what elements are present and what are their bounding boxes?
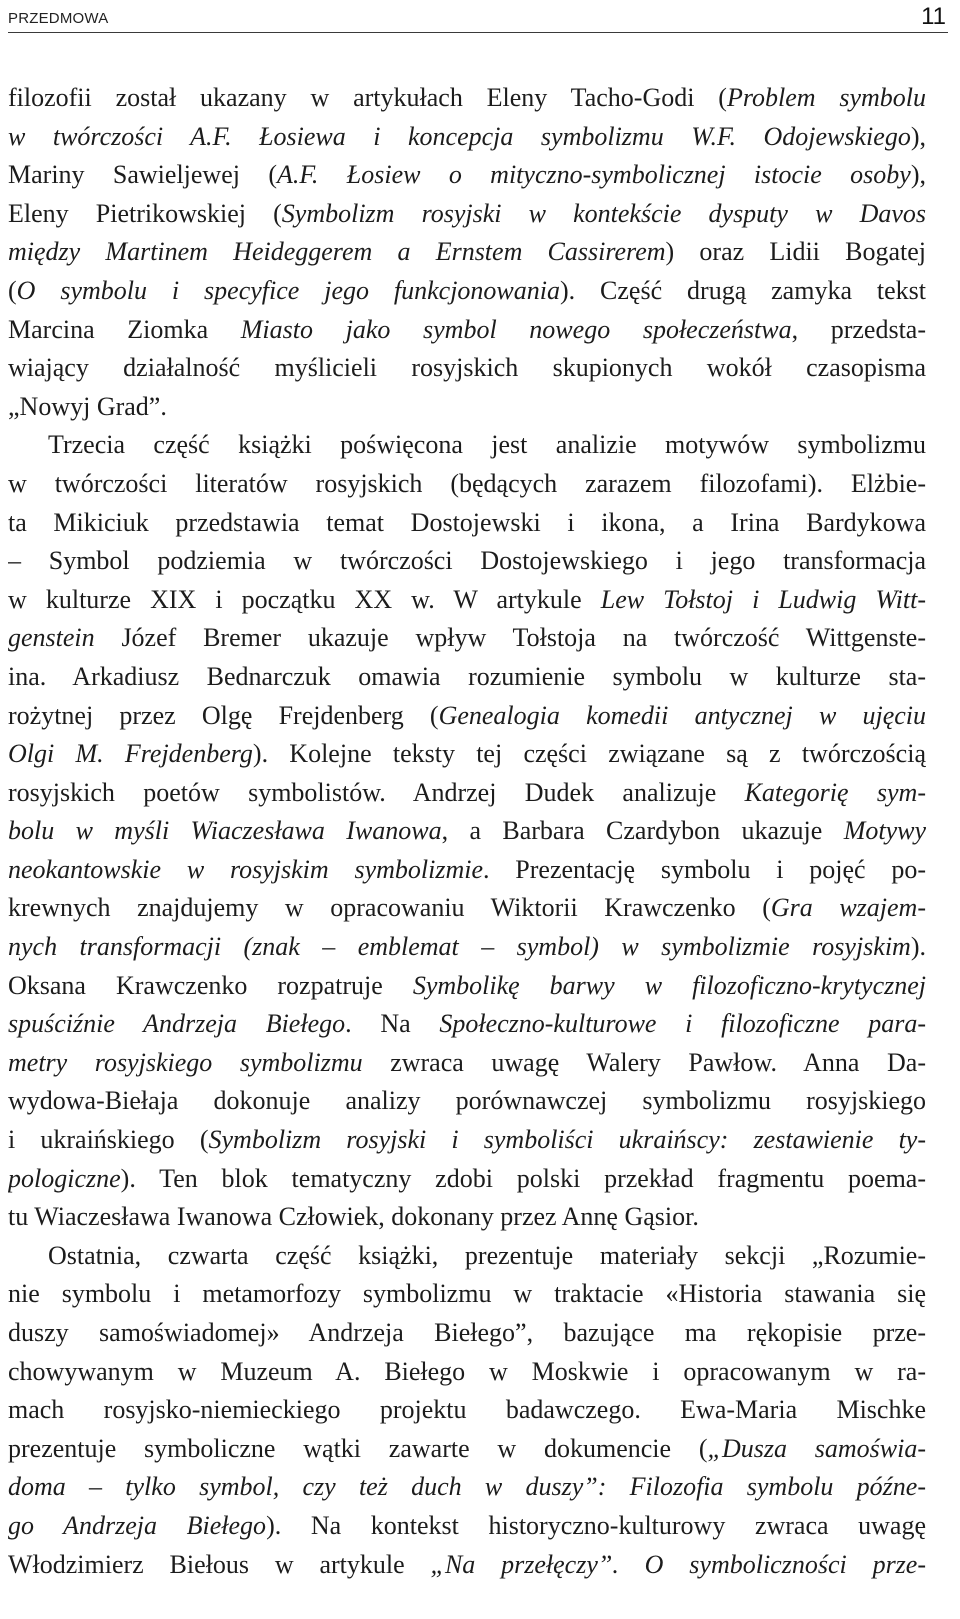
italic-title-text: „Na przełęczy”. O symboliczności prze- <box>430 1549 926 1579</box>
text-run: tu Wiaczesława Iwanowa Człowiek, dokonany przez Annę Gąsior. <box>8 1202 699 1232</box>
text-run: ). Kolejne teksty tej części związane są z twórczością <box>252 739 926 769</box>
text-line <box>8 465 926 504</box>
text-run: chowywanym w Muzeum A. Biełego w Moskwie i opracowanym w ra- <box>8 1356 926 1386</box>
text-run: ), <box>910 121 926 151</box>
italic-title-text: Gra wzajem- <box>770 893 926 923</box>
text-run: filozofii został ukazany w artykułach Eleny Tacho-Godi ( <box>8 83 727 112</box>
italic-title-text: Problem symbolu <box>726 83 926 112</box>
italic-title-text: spuściźnie Andrzeja Biełego <box>8 1009 346 1039</box>
text-run: „Nowyj Grad”. <box>8 391 167 421</box>
text-line <box>8 1430 926 1469</box>
italic-title-text: doma – tylko symbol, czy też duch w duszy”: Filozofia symbolu późne- <box>8 1472 926 1502</box>
text-line <box>8 1391 926 1430</box>
text-run: wiający działalność myślicieli rosyjskich skupionych wokół czasopisma <box>8 353 926 383</box>
italic-title-text: genstein <box>8 623 95 653</box>
text-run: Oksana Krawczenko rozpatruje <box>8 970 413 1000</box>
text-run: i ukraińskiego ( <box>8 1125 209 1155</box>
body-text <box>8 79 926 1584</box>
text-line <box>8 349 926 388</box>
italic-title-text: Symbolizm rosyjski i symboliści ukraińscy: zestawienie ty- <box>208 1125 926 1155</box>
text-run: nie symbolu i metamorfozy symbolizmu w traktacie «Historia stawania się <box>8 1279 926 1309</box>
text-run: Józef Bremer ukazuje wpływ Tołstoja na twórczość Wittgenste- <box>94 623 926 653</box>
text-line <box>8 735 926 774</box>
text-run: mach rosyjsko-niemieckiego projektu badawczego. Ewa-Maria Mischke <box>8 1395 926 1425</box>
text-run: . Na <box>345 1009 440 1039</box>
text-run: rożytnej przez Olgę Frejdenberg ( <box>8 700 439 730</box>
text-run: ). Ten blok tematyczny zdobi polski przekład fragmentu poema- <box>120 1163 926 1193</box>
text-line <box>8 889 926 928</box>
text-line <box>8 1468 926 1507</box>
italic-title-text: Miasto jako symbol nowego społeczeństwa <box>240 314 792 344</box>
italic-title-text: Kategorię sym- <box>744 777 926 807</box>
text-run: ). Na kontekst historyczno-kulturowy zwraca uwagę <box>266 1510 926 1540</box>
text-line <box>8 1353 926 1392</box>
italic-title-text: w twórczości A.F. Łosiewa i koncepcja symbolizmu W.F. Odojewskiego <box>8 121 911 151</box>
text-line <box>8 118 926 157</box>
text-run: ) oraz Lidii Bogatej <box>665 237 926 267</box>
italic-title-text: „Dusza samoświa- <box>707 1433 926 1463</box>
running-header <box>8 0 948 33</box>
text-run: ( <box>8 275 17 305</box>
text-run: ). <box>910 932 926 962</box>
text-run: w kulturze XIX i początku XX w. W artykule <box>8 584 601 614</box>
text-line <box>8 504 926 543</box>
text-run: wydowa-Biełaja dokonuje analizy porównawczej symbolizmu rosyjskiego <box>8 1086 926 1116</box>
text-line <box>8 233 926 272</box>
italic-title-text: Symbolizm rosyjski w kontekście dysputy w Davos <box>281 198 926 228</box>
text-run: – Symbol podziemia w twórczości Dostojewskiego i jego transformacja <box>8 546 926 576</box>
text-line <box>8 1082 926 1121</box>
italic-title-text: Symbolikę barwy w filozoficzno-krytycznej <box>412 970 926 1000</box>
text-run: Trzecia część książki poświęcona jest analizie motywów symbolizmu <box>48 430 926 460</box>
text-run: Eleny Pietrikowskiej ( <box>8 198 282 228</box>
italic-title-text: Lew Tołstoj i Ludwig Witt- <box>600 584 926 614</box>
italic-title-text: między Martinem Heideggerem a Ernstem Cassirerem <box>8 237 666 267</box>
text-line <box>8 311 926 350</box>
text-run: ), <box>910 160 926 190</box>
italic-title-text: Genealogia komedii antycznej w ujęciu <box>438 700 926 730</box>
italic-title-text: A.F. Łosiew o mityczno-symbolicznej istocie osoby <box>277 160 911 190</box>
text-line <box>8 1237 926 1276</box>
text-line <box>8 812 926 851</box>
text-run: ina. Arkadiusz Bednarczuk omawia rozumienie symbolu w kulturze sta- <box>8 661 926 691</box>
italic-title-text: go Andrzeja Biełego <box>8 1510 267 1540</box>
text-line <box>8 1005 926 1044</box>
text-line <box>8 967 926 1006</box>
running-title: PRZEDMOWA <box>8 10 109 27</box>
text-line <box>8 581 926 620</box>
text-run: krewnych znajdujemy w opracowaniu Wiktorii Krawczenko ( <box>8 893 771 923</box>
text-line <box>8 1275 926 1314</box>
text-line <box>8 388 926 427</box>
text-line <box>8 1198 926 1237</box>
text-line <box>8 1314 926 1353</box>
text-line <box>8 619 926 658</box>
text-run: , przedsta- <box>791 314 926 344</box>
italic-title-text: metry rosyjskiego symbolizmu <box>8 1047 363 1077</box>
italic-title-text: O symbolu i specyfice jego funkcjonowania <box>16 275 560 305</box>
text-line <box>8 426 926 465</box>
italic-title-text: Olgi M. Frejdenberg <box>8 739 253 769</box>
text-line <box>8 774 926 813</box>
text-run: w twórczości literatów rosyjskich (będących zarazem filozofami). Elżbie- <box>8 468 926 498</box>
text-run: Marcina Ziomka <box>8 314 241 344</box>
text-line <box>8 195 926 234</box>
text-line <box>8 928 926 967</box>
text-run: prezentuje symboliczne wątki zawarte w dokumencie ( <box>8 1433 708 1463</box>
text-run: Włodzimierz Biełous w artykule <box>8 1549 431 1579</box>
text-run: zwraca uwagę Walery Pawłow. Anna Da- <box>362 1047 926 1077</box>
text-run: , a Barbara Czardybon ukazuje <box>441 816 844 846</box>
italic-title-text: bolu w myśli Wiaczesława Iwanowa <box>8 816 442 846</box>
text-line <box>8 851 926 890</box>
text-run: duszy samoświadomej» Andrzeja Biełego”, bazujące ma rękopisie prze- <box>8 1318 926 1347</box>
text-run: . Prezentację symbolu i pojęć po- <box>483 854 926 884</box>
text-line <box>8 1044 926 1083</box>
text-run: Mariny Sawieljewej ( <box>8 160 277 190</box>
page-number: 11 <box>921 3 946 30</box>
text-line <box>8 542 926 581</box>
text-line <box>8 1160 926 1199</box>
text-run: ). Część drugą zamyka tekst <box>559 275 926 305</box>
italic-title-text: Motywy <box>843 816 926 846</box>
text-run: rosyjskich poetów symbolistów. Andrzej Dudek analizuje <box>8 777 745 807</box>
text-line <box>8 1546 926 1585</box>
text-line <box>8 1121 926 1160</box>
italic-title-text: pologiczne <box>8 1163 121 1193</box>
text-line <box>8 697 926 736</box>
text-line <box>8 658 926 697</box>
text-line <box>8 79 926 118</box>
italic-title-text: Społeczno-kulturowe i filozoficzne para- <box>439 1009 926 1039</box>
text-run: Ostatnia, czwarta część książki, prezentuje materiały sekcji „Rozumie- <box>48 1240 926 1270</box>
text-line <box>8 272 926 311</box>
italic-title-text: nych transformacji (znak – emblemat – symbol) w symbolizmie rosyjskim <box>8 932 911 962</box>
italic-title-text: neokantowskie w rosyjskim symbolizmie <box>8 854 483 884</box>
text-run: ta Mikiciuk przedstawia temat Dostojewski i ikona, a Irina Bardykowa <box>8 507 926 537</box>
text-line <box>8 156 926 195</box>
text-line <box>8 1507 926 1546</box>
